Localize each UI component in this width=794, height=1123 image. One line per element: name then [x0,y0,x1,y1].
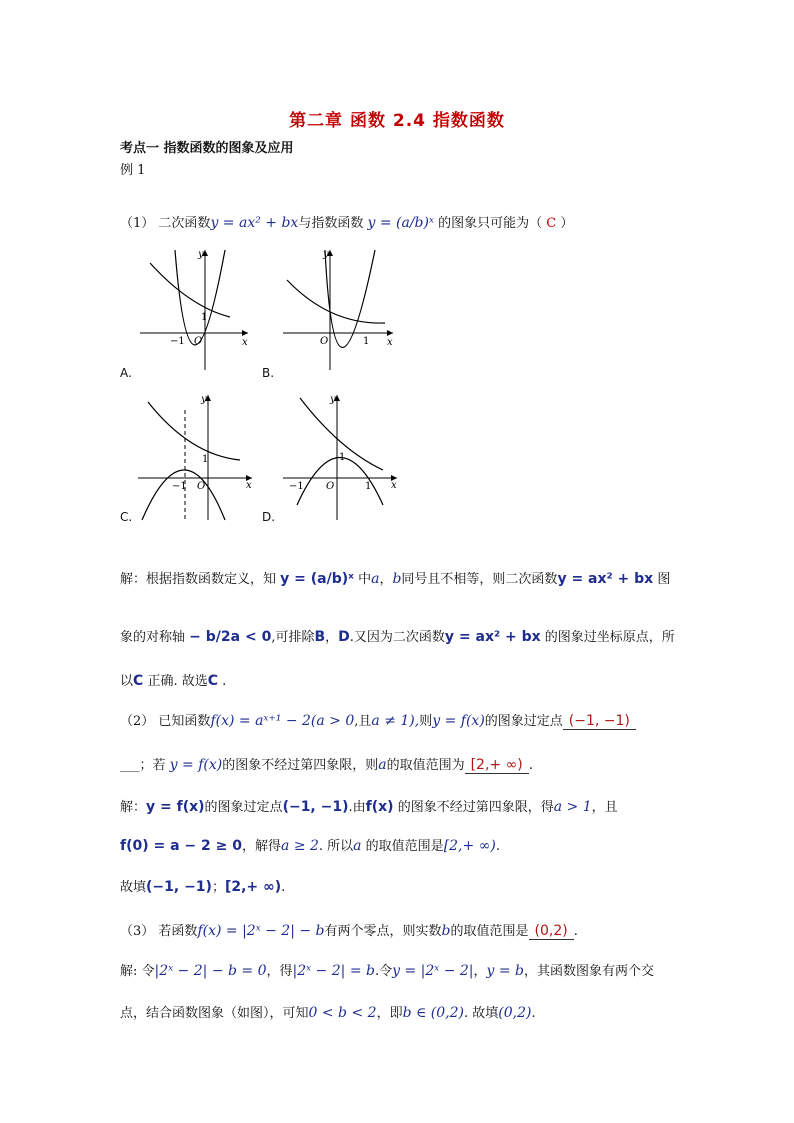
q1-post: 的图象只可能为（ [438,216,543,231]
text: ,且 [354,714,372,729]
formula: f(x) [365,799,394,815]
q1-mid: 与指数函数 [298,216,364,231]
text: 象的对称轴 [120,630,186,645]
text: . 故填 [464,1006,499,1021]
graph-a [130,245,255,375]
exponential-curve [150,263,230,317]
q1-formula-quadratic: y = ax² + bx [210,215,299,231]
text: ， [379,572,393,587]
tick-1-y: 1 [339,452,346,463]
answer-range: [2,+ ∞) [465,757,529,774]
formula: [2,+ ∞) [443,838,496,854]
graph-c-label: C. [120,510,133,524]
y-axis-label: y [198,249,204,260]
formula: |2ˣ − 2| − b = 0 [154,963,267,979]
answer-fixed-point: (−1, −1) [563,713,636,730]
text: 若函数 [158,924,198,939]
question-1 [120,214,573,233]
text: 解：根据指数函数定义，知 [120,572,277,587]
y-axis-label: y [201,394,207,405]
graph-a-label: A. [120,366,132,380]
var-a: a [378,757,387,773]
formula: y = ax² + bx [444,629,541,645]
graph-c [130,390,255,525]
formula: 0 < b < 2 [308,1005,377,1021]
origin-label: O [197,481,206,492]
x-axis-label: x [246,480,252,491]
option-c: C [133,673,144,689]
text: 则 [419,714,433,729]
formula: a > 1 [553,799,592,815]
section-heading: 考点一 指数函数的图象及应用 [120,141,294,156]
text: ___；若 [120,758,166,773]
formula: y = f(x) [432,713,485,729]
var-a: a [353,838,362,854]
exponential-curve [287,280,385,323]
q1-close: ） [560,216,574,231]
text: 的图象不经过第四象限，则 [222,758,379,773]
q3-number: （3） [120,924,155,939]
formula: b ∈ (0,2) [402,1005,464,1021]
text: ，得 [266,964,293,979]
text: . [528,758,533,773]
solution-1-line-1 [120,570,670,589]
formula: [2,+ ∞) [224,879,282,895]
option-d: D [338,629,350,645]
text: 已知函数 [158,714,211,729]
formula: f(x) = |2ˣ − 2| − b [197,923,325,939]
text: ,可排除 [271,630,315,645]
tick-1: 1 [363,336,370,347]
text: .由 [348,800,366,815]
text: . [222,674,227,689]
tick-neg1: −1 [289,481,304,492]
text: 的图象不经过第四象限，得 [397,800,554,815]
var-b: b [392,571,402,587]
text: 的取值范围是 [450,924,529,939]
graph-b [275,245,400,375]
formula: f(0) = a − 2 ≥ 0 [120,838,242,854]
text: 解： [120,800,147,815]
y-axis-label: y [330,394,336,405]
formula: y = (a/b)ˣ [280,571,354,587]
formula: y = |2ˣ − 2| [392,963,474,979]
var-a: a [371,571,380,587]
q1-formula-exponential: y = (a/b)ˣ [367,215,434,231]
option-c: C [207,673,218,689]
origin-label: O [320,336,329,347]
text: 的图象过定点 [484,714,563,729]
text: 的取值范围为 [386,758,465,773]
page-title: 第二章 函数 2.4 指数函数 [289,111,505,131]
x-axis-label: x [391,480,397,491]
formula: − b/2a < 0 [189,629,272,645]
text: 中 [358,572,372,587]
text: ，其函数图象有两个交 [524,964,655,979]
text: ； [211,880,225,895]
text: .令 [374,964,393,979]
x-axis-label: x [242,337,248,348]
tick-1: 1 [202,454,209,465]
graph-b-label: B. [262,366,275,380]
text: . [281,880,286,895]
example-label: 例 1 [120,163,146,178]
text: ，且 [591,800,618,815]
text: 的图象过坐标原点，所 [544,630,675,645]
text: .又因为二次函数 [349,630,445,645]
question-3 [120,922,578,941]
tick-1: 1 [201,312,208,323]
text: 以 [120,674,134,689]
text: ， [473,964,487,979]
x-axis-label: x [387,337,393,348]
question-2-line-2 [120,756,533,775]
formula: a ≥ 2 [281,838,319,854]
text: . [495,839,500,854]
answer-range: (0,2) [529,923,574,940]
graph-d-label: D. [262,510,276,524]
solution-3-line-2 [120,1004,536,1023]
origin-label: O [194,336,203,347]
solution-1-line-2 [120,628,675,647]
text: ， [325,630,339,645]
formula: y = f(x) [169,757,223,773]
formula: y = f(x) [146,799,205,815]
text: ，解得 [242,839,282,854]
tick-neg1: −1 [172,481,187,492]
text: . [573,924,578,939]
formula: y = ax² + bx [557,571,654,587]
question-2 [120,712,636,731]
formula: (−1, −1) [282,799,349,815]
y-axis-label: y [323,249,329,260]
option-b: B [314,629,326,645]
exponential-curve [148,402,240,460]
parabola-curve [175,250,225,345]
solution-1-line-3 [120,672,226,691]
formula: |2ˣ − 2| = b [292,963,375,979]
formula: (−1, −1) [146,879,212,895]
formula: y = b [486,963,525,979]
text: . 所以 [318,839,354,854]
text: 解: 令 [120,964,155,979]
tick-1: 1 [365,481,372,492]
text: 故填 [120,880,147,895]
text: 同号且不相等，则二次函数 [401,572,558,587]
q1-number: （1） [120,216,155,231]
origin-label: O [326,481,335,492]
text: 正确. 故选 [147,674,208,689]
graph-d [275,390,400,525]
formula: (0,2) [498,1005,532,1021]
formula: f(x) = aˣ⁺¹ − 2(a > 0 [210,713,355,729]
solution-2-line-1 [120,798,618,817]
q1-pre: 二次函数 [158,216,211,231]
q1-answer: C [546,216,557,231]
text: 点，结合函数图象（如图），可知 [120,1006,309,1021]
text: 图 [657,572,671,587]
solution-2-line-2 [120,837,500,856]
text: . [531,1006,536,1021]
solution-2-fill [120,878,285,897]
var-b: b [441,923,451,939]
solution-3-line-1 [120,962,654,981]
text: 有两个零点，则实数 [324,924,442,939]
q2-number: （2） [120,714,155,729]
text: 的图象过定点 [204,800,283,815]
tick-neg1: −1 [170,336,185,347]
text: 的取值范围是 [365,839,444,854]
text: ，即 [376,1006,403,1021]
formula: a ≠ 1), [371,713,420,729]
